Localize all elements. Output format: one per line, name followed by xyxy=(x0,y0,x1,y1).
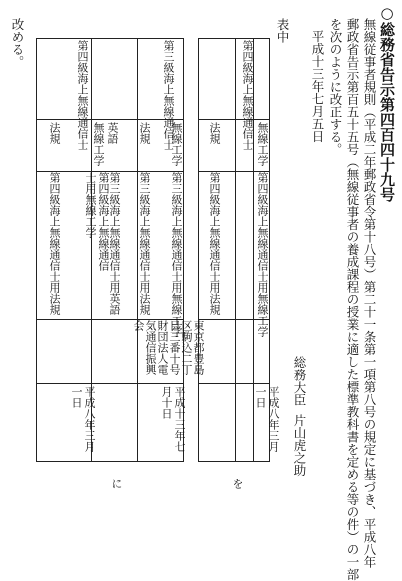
t2-date-a: 平成十三年七月十日 xyxy=(160,386,186,452)
t2-date-b: 平成八年三月一日 xyxy=(70,386,96,452)
conjunction-o: を xyxy=(231,478,244,489)
body-line-3: を次のように改正する。 xyxy=(328,18,343,156)
closing: 改める。 xyxy=(10,18,25,68)
t2-license-a: 第三級海上無線通信士 xyxy=(162,40,175,150)
body-line-1: 無線従事者規則（平成二年郵政省令第十八号）第二十一条第一項第八号の規定に基づき、平成八年 xyxy=(362,18,377,568)
t2-a-textbook-2: 第三級海上無線通信士用法規 xyxy=(138,172,151,315)
minister-title: 総務大臣 xyxy=(292,356,307,406)
table-label: 表中 xyxy=(275,18,290,43)
t2-b-subject-1: 無線工学 xyxy=(92,122,105,166)
notice-date: 平成十三年七月五日 xyxy=(310,30,325,143)
t2-a-textbook-1: 第三級海上無線通信士用無線工学 xyxy=(170,172,183,337)
t2-a-subject-1: 無線工学 xyxy=(170,122,183,166)
t2-b-textbook-1: 第四級海上無線通信士用無線工学 xyxy=(84,172,110,271)
t2-b-subject-2: 法規 xyxy=(48,122,61,144)
t1-subject-1: 無線工学 xyxy=(256,122,269,166)
minister-name: 片山虎之助 xyxy=(292,414,307,477)
t2-publisher: 東京都豊島区駒込二丁目三番十号財団法人電気通信振興会 xyxy=(132,320,205,375)
body-line-2: 郵政省告示第百五十五号（無線従事者の養成課程の授業に適した標準教科書を定める等の件）の一部 xyxy=(345,18,360,581)
t2-a-subject-3: 英語 xyxy=(106,122,119,144)
t2-a-subject-2: 法規 xyxy=(138,122,151,144)
t1-date: 平成八年三月一日 xyxy=(254,386,280,452)
t2-license-b: 第四級海上無線通信士 xyxy=(76,40,89,150)
t1-textbook-1: 第四級海上無線通信士用無線工学 xyxy=(256,172,269,337)
t1-textbook-2: 第四級海上無線通信士用法規 xyxy=(208,172,221,315)
t1-subject-2: 法規 xyxy=(208,122,221,144)
t2-b-textbook-2: 第四級海上無線通信士用法規 xyxy=(48,172,61,315)
conjunction-ni: に xyxy=(110,478,123,489)
notice-title: ○総務省告示第四百四十九号 xyxy=(378,4,396,202)
t1-license: 第四級海上無線通信士 xyxy=(241,40,254,150)
t2-a-textbook-3: 第三級海上無線通信士用英語 xyxy=(108,172,121,315)
